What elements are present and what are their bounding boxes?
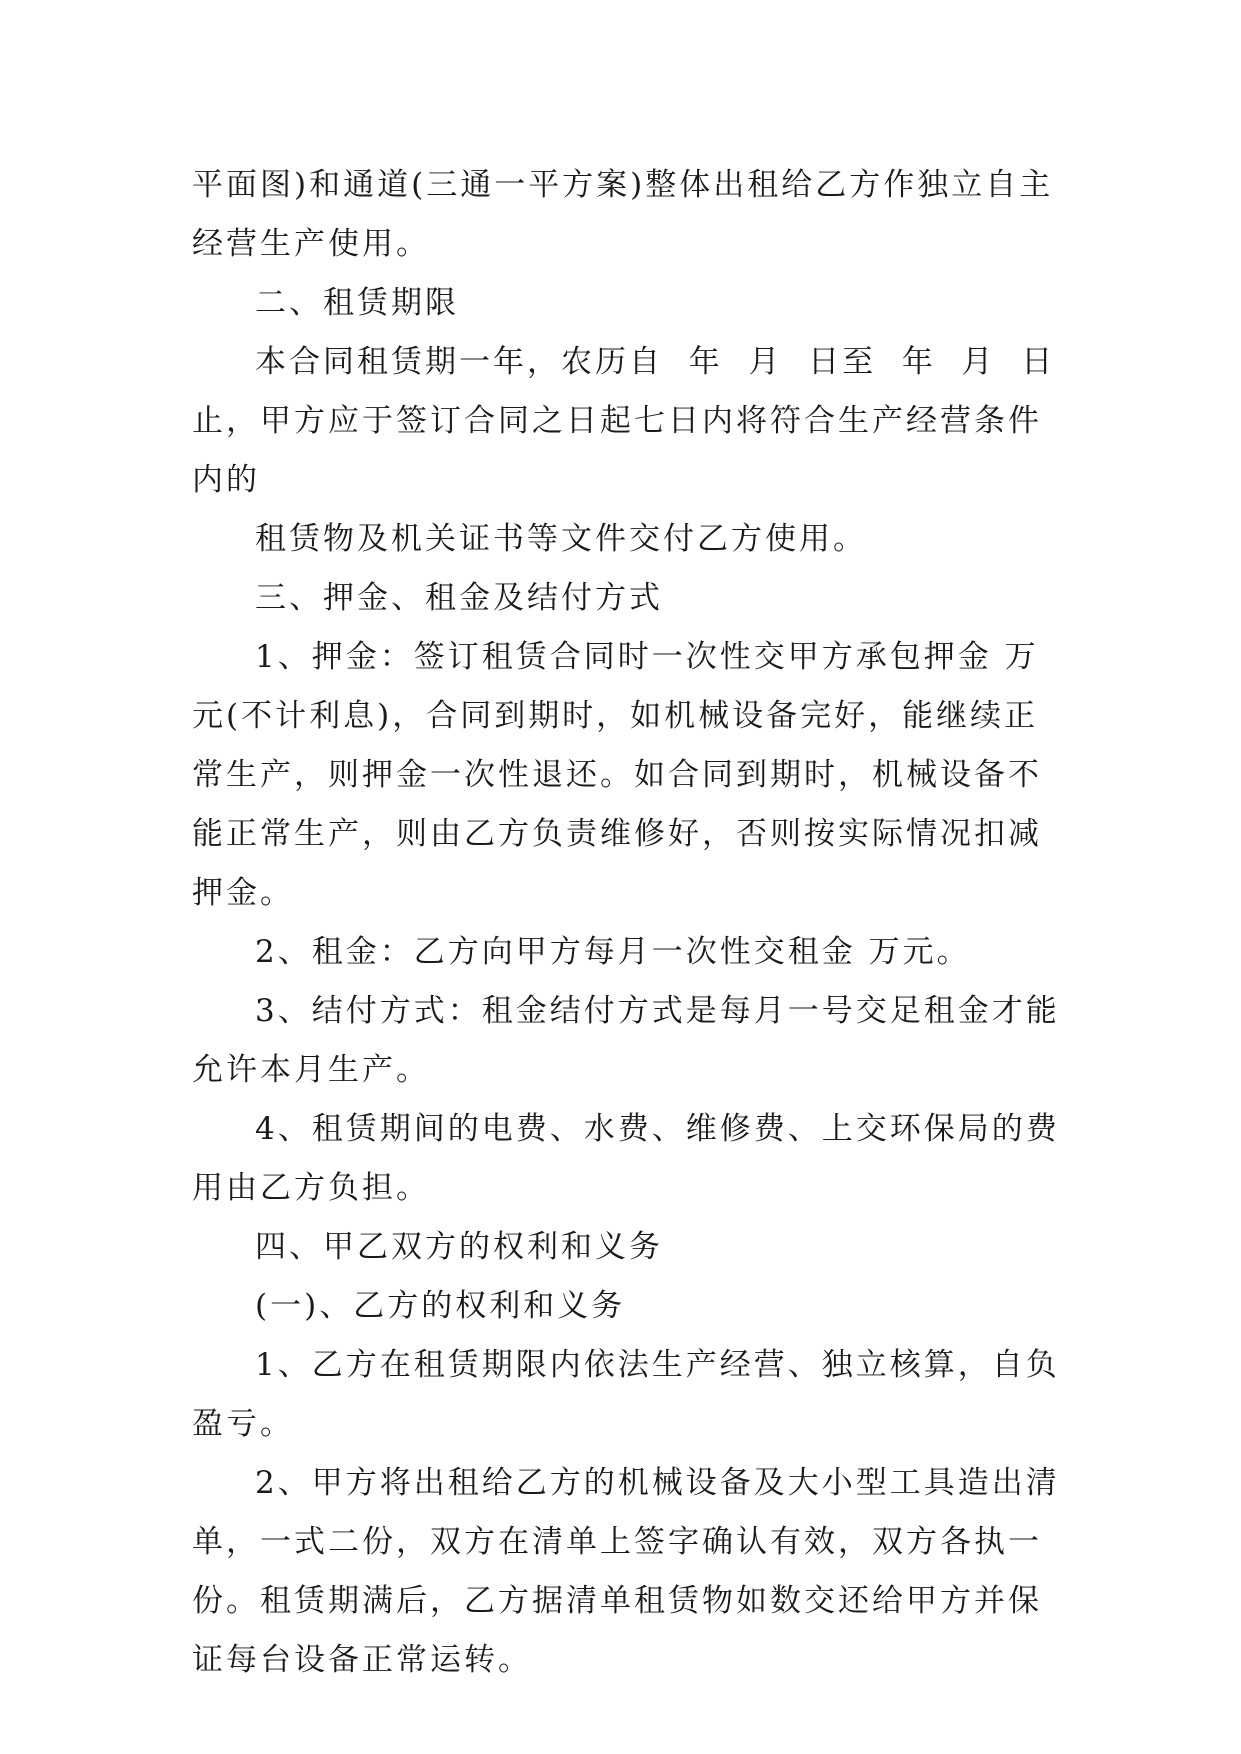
paragraph-payment-method: 3、结付方式：租金结付方式是每月一号交足租金才能允许本月生产。 bbox=[192, 993, 1060, 1088]
paragraph-intro-continuation: 平面图)和通道(三通一平方案)整体出租给乙方作独立自主经营生产使用。 bbox=[192, 167, 1054, 262]
paragraph-deposit: 1、押金：签订租赁合同时一次性交甲方承包押金 万元(不计利息)，合同到期时，如机械设备完好，能继续正常生产，则押金一次性退还。如合同到期时，机械设备不能正常生产，则由乙方负责维修好，否则按实际情况扣减押金。 bbox=[192, 639, 1042, 911]
paragraph-lease-period: 本合同租赁期一年，农历自 年 月 日至 年 月 日止，甲方应于签订合同之日起七日内将符合生产经营条件内的 bbox=[192, 344, 1056, 498]
subheading-party-b: (一)、乙方的权利和义务 bbox=[255, 1288, 626, 1324]
document-body bbox=[192, 156, 1062, 1690]
heading-deposit-rent: 三、押金、租金及结付方式 bbox=[255, 580, 663, 616]
heading-lease-term: 二、租赁期限 bbox=[255, 285, 459, 321]
paragraph-rent: 2、租金：乙方向甲方每月一次性交租金 万元。 bbox=[255, 934, 971, 970]
paragraph-delivery: 租赁物及机关证书等文件交付乙方使用。 bbox=[255, 521, 867, 557]
heading-rights-obligations: 四、甲乙双方的权利和义务 bbox=[255, 1229, 663, 1265]
paragraph-party-b-operation: 1、乙方在租赁期限内依法生产经营、独立核算，自负盈亏。 bbox=[192, 1347, 1060, 1442]
paragraph-equipment-list: 2、甲方将出租给乙方的机械设备及大小型工具造出清单，一式二份，双方在清单上签字确认有效，双方各执一份。租赁期满后，乙方据清单租赁物如数交还给甲方并保证每台设备正常运转。 bbox=[192, 1465, 1060, 1678]
paragraph-fees: 4、租赁期间的电费、水费、维修费、上交环保局的费用由乙方负担。 bbox=[192, 1111, 1060, 1206]
